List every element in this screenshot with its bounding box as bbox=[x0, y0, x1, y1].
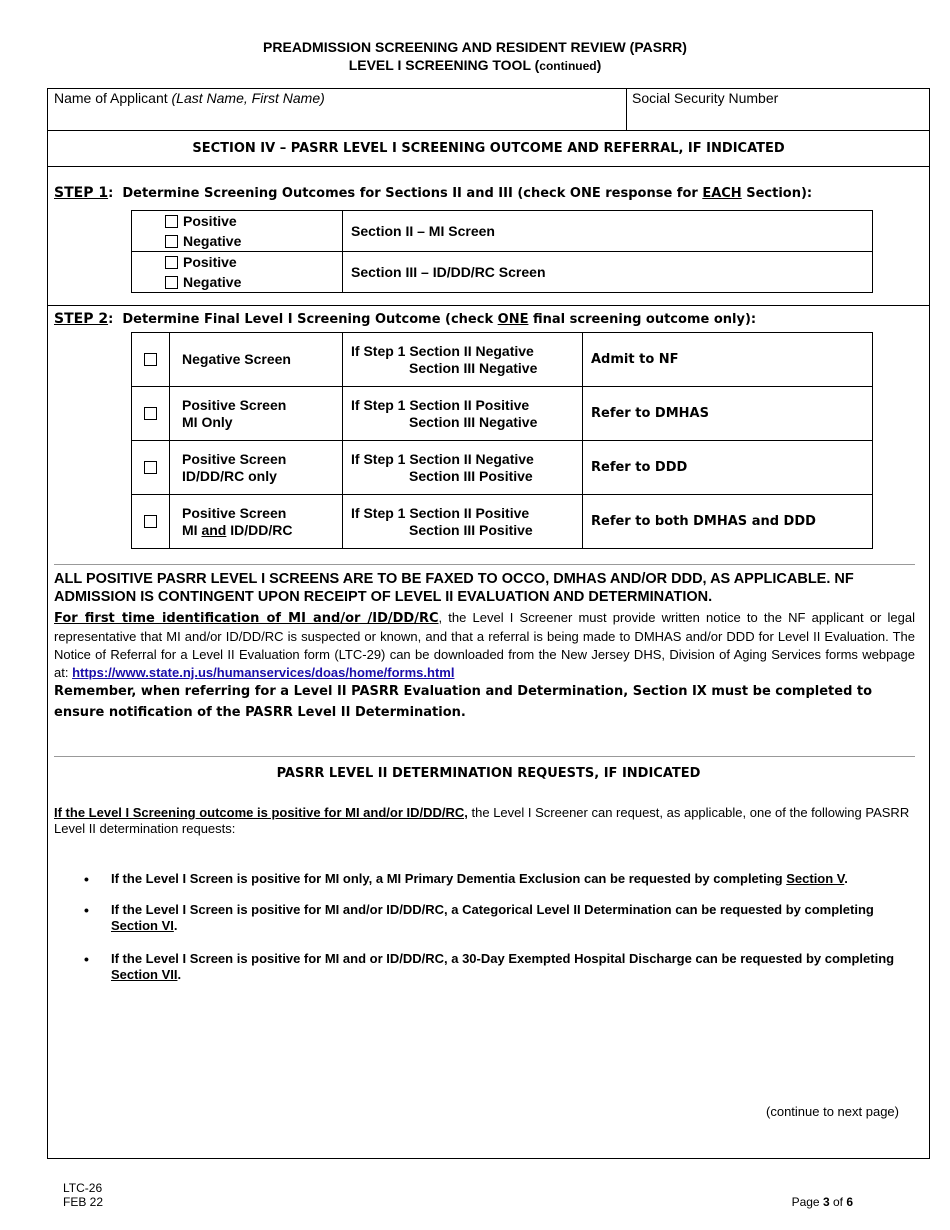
applicant-name-field[interactable] bbox=[54, 109, 614, 127]
page-title-line1: PREADMISSION SCREENING AND RESIDENT REVIEW (PASRR) bbox=[263, 39, 687, 55]
page-title-line2: LEVEL I SCREENING TOOL (continued) bbox=[348, 57, 602, 73]
step2-row-mi: Positive Screen MI Only If Step 1 Section II Positive Section III Negative Refer to DMHAS bbox=[132, 387, 873, 441]
form-id: LTC-26 FEB 22 bbox=[63, 1181, 104, 1209]
step1-row-iddd: Positive Negative Section III – ID/DD/RC Screen bbox=[132, 252, 873, 293]
section-vii-reference: Section VII bbox=[111, 967, 178, 982]
step1-mi-negative-checkbox[interactable] bbox=[165, 235, 178, 248]
step1-mi-section-label: Section II – MI Screen bbox=[343, 211, 873, 252]
step2-action-4: Refer to both DMHAS and DDD bbox=[583, 495, 873, 549]
forms-webpage-link[interactable]: https://www.state.nj.us/humanservices/doas/home/forms.html bbox=[72, 665, 455, 680]
list-item: • If the Level I Screen is positive for MI and or ID/DD/RC, a 30-Day Exempted Hospital Discharge can be requested by completing Section VII. bbox=[54, 951, 915, 983]
ssn-label: Social Security Number bbox=[632, 90, 779, 106]
page-number: Page 3 of 6 bbox=[791, 1195, 853, 1209]
step1-iddd-negative-checkbox[interactable] bbox=[165, 276, 178, 289]
step1-iddd-section-label: Section III – ID/DD/RC Screen bbox=[343, 252, 873, 293]
step1-table bbox=[131, 210, 873, 293]
step1-iddd-positive-checkbox[interactable] bbox=[165, 256, 178, 269]
step2-outcome-1: Negative Screen bbox=[182, 351, 291, 367]
form-frame bbox=[47, 88, 930, 1159]
section4-title: SECTION IV – PASRR LEVEL I SCREENING OUTCOME AND REFERRAL, IF INDICATED bbox=[192, 141, 785, 156]
step2-table bbox=[131, 332, 873, 549]
applicant-name-label: Name of Applicant (Last Name, First Name) bbox=[54, 90, 325, 106]
step2-mi-checkbox[interactable] bbox=[144, 407, 157, 420]
step2-action-1: Admit to NF bbox=[583, 333, 873, 387]
list-item: • If the Level I Screen is positive for MI and/or ID/DD/RC, a Categorical Level II Determination can be requested by completing Section VI. bbox=[54, 902, 915, 934]
first-time-notice: For first time identification of MI and/or /ID/DD/RC, the Level I Screener must provide written notice to the NF applicant or legal representative that MI and/or ID/DD/RC is suspected or known, and that a referral is being made to DMHAS and/or DDD for Level II Evaluation. The Notice of Referral for a Level II Evaluation form (LTC-29) can be downloaded from the New Jersey DHS, Division of Aging Services forms webpage at: https://www.state.nj.us/humanservices/doas/home/forms.html bbox=[54, 610, 916, 680]
continue-note: (continue to next page) bbox=[766, 1104, 899, 1119]
step2-action-2: Refer to DMHAS bbox=[583, 387, 873, 441]
step2-both-checkbox[interactable] bbox=[144, 515, 157, 528]
level2-request-list bbox=[54, 871, 915, 983]
step2-negative-checkbox[interactable] bbox=[144, 353, 157, 366]
ssn-field[interactable] bbox=[632, 109, 922, 127]
step2-row-negative: Negative Screen If Step 1 Section II Negative Section III Negative Admit to NF bbox=[132, 333, 873, 387]
step2-row-both: Positive Screen MI and ID/DD/RC If Step 1 Section II Positive Section III Positive Refer to both DMHAS and DDD bbox=[132, 495, 873, 549]
list-item: • If the Level I Screen is positive for MI only, a MI Primary Dementia Exclusion can be requested by completing Section V. bbox=[54, 871, 915, 887]
step2-action-3: Refer to DDD bbox=[583, 441, 873, 495]
section-v-reference: Section V bbox=[786, 871, 845, 886]
step1-instruction: STEP 1: Determine Screening Outcomes for Sections II and III (check ONE response for EACH Section): bbox=[54, 185, 813, 201]
step1-row-mi: Positive Negative Section II – MI Screen bbox=[132, 211, 873, 252]
section-vi-reference: Section VI bbox=[111, 918, 174, 933]
fax-notice: ALL POSITIVE PASRR LEVEL I SCREENS ARE TO BE FAXED TO OCCO, DMHAS AND/OR DDD, AS APPLICABLE. NF ADMISSION IS CONTINGENT UPON RECEIPT OF LEVEL II EVALUATION AND DETERMINATION. bbox=[54, 571, 854, 605]
step1-mi-positive-checkbox[interactable] bbox=[165, 215, 178, 228]
step2-row-iddd: Positive Screen ID/DD/RC only If Step 1 Section II Negative Section III Positive Refer to DDD bbox=[132, 441, 873, 495]
remember-notice: Remember, when referring for a Level II PASRR Evaluation and Determination, Section IX must be completed to ensure notification of the PASRR Level II Determination. bbox=[54, 684, 873, 720]
level2-intro: If the Level I Screening outcome is positive for MI and/or ID/DD/RC, the Level I Screener can request, as applicable, one of the following PASRR Level II determination requests: bbox=[54, 805, 910, 836]
step2-iddd-checkbox[interactable] bbox=[144, 461, 157, 474]
step2-instruction: STEP 2: Determine Final Level I Screening Outcome (check ONE final screening outcome only): bbox=[54, 311, 757, 327]
level2-title: PASRR LEVEL II DETERMINATION REQUESTS, IF INDICATED bbox=[276, 766, 701, 781]
